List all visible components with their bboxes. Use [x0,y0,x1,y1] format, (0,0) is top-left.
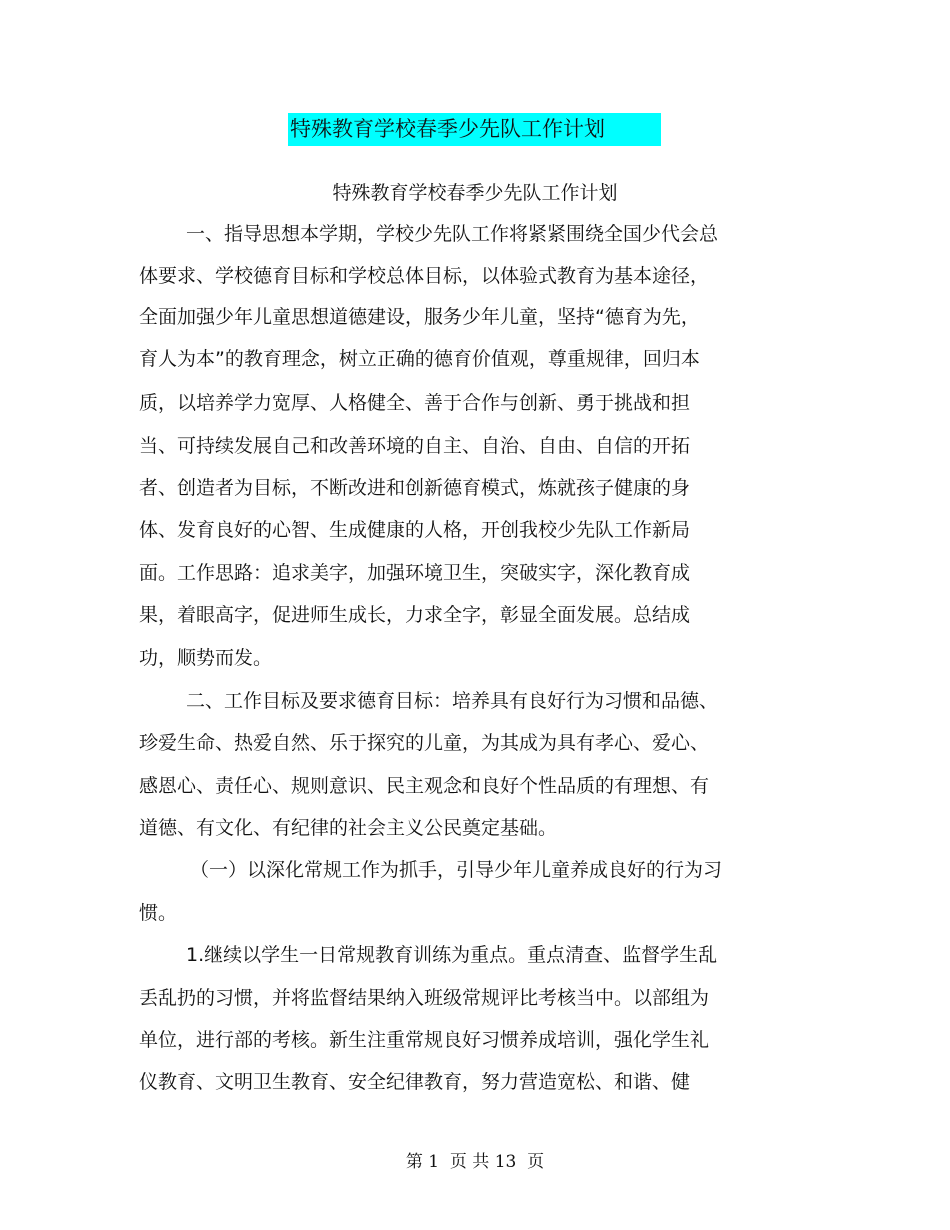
paragraph-line: 惯。 [139,902,178,924]
paragraph-line: 一、指导思想本学期，学校少先队工作将紧紧围绕全国少代会总 [186,223,719,245]
paragraph-line: 1.继续以学生一日常规教育训练为重点。重点清查、监督学生乱 [186,944,718,966]
document-title: 特殊教育学校春季少先队工作计划 [288,113,661,146]
paragraph-line: 感恩心、责任心、规则意识、民主观念和良好个性品质的有理想、有 [139,775,710,797]
paragraph-line: 道德、有文化、有纪律的社会主义公民奠定基础。 [139,817,558,839]
paragraph-line: （一）以深化常规工作为抓手，引导少年儿童养成良好的行为习 [190,859,723,881]
paragraph-line: 二、工作目标及要求德育目标：培养具有良好行为习惯和品德、 [186,690,719,712]
paragraph-line: 质，以培养学力宽厚、人格健全、善于合作与创新、勇于挑战和担 [139,392,691,414]
paragraph-line: 育人为本”的教育理念，树立正确的德育价值观，尊重规律，回归本 [139,348,700,370]
page-number: 第 1 页 共 13 页 [405,1152,545,1172]
paragraph-line: 珍爱生命、热爱自然、乐于探究的儿童，为其成为具有孝心、爱心、 [139,732,710,754]
paragraph-line: 者、创造者为目标，不断改进和创新德育模式，炼就孩子健康的身 [139,477,691,499]
paragraph-line: 果，着眼高字，促进师生成长，力求全字，彰显全面发展。总结成 [139,604,691,626]
paragraph-line: 全面加强少年儿童思想道德建设，服务少年儿童，坚持“德育为先， [139,306,700,328]
paragraph-line: 丢乱扔的习惯，并将监督结果纳入班级常规评比考核当中。以部组为 [139,987,710,1009]
paragraph-line: 当、可持续发展自己和改善环境的自主、自治、自由、自信的开拓 [139,435,691,457]
paragraph-line: 体要求、学校德育目标和学校总体目标，以体验式教育为基本途径， [139,265,710,287]
document-subtitle: 特殊教育学校春季少先队工作计划 [332,182,618,204]
paragraph-line: 单位，进行部的考核。新生注重常规良好习惯养成培训，强化学生礼 [139,1029,710,1051]
paragraph-line: 仪教育、文明卫生教育、安全纪律教育，努力营造宽松、和谐、健 [139,1071,691,1093]
paragraph-line: 功，顺势而发。 [139,647,273,669]
paragraph-line: 体、发育良好的心智、生成健康的人格，开创我校少先队工作新局 [139,519,691,541]
paragraph-line: 面。工作思路：追求美字，加强环境卫生，突破实字，深化教育成 [139,562,691,584]
